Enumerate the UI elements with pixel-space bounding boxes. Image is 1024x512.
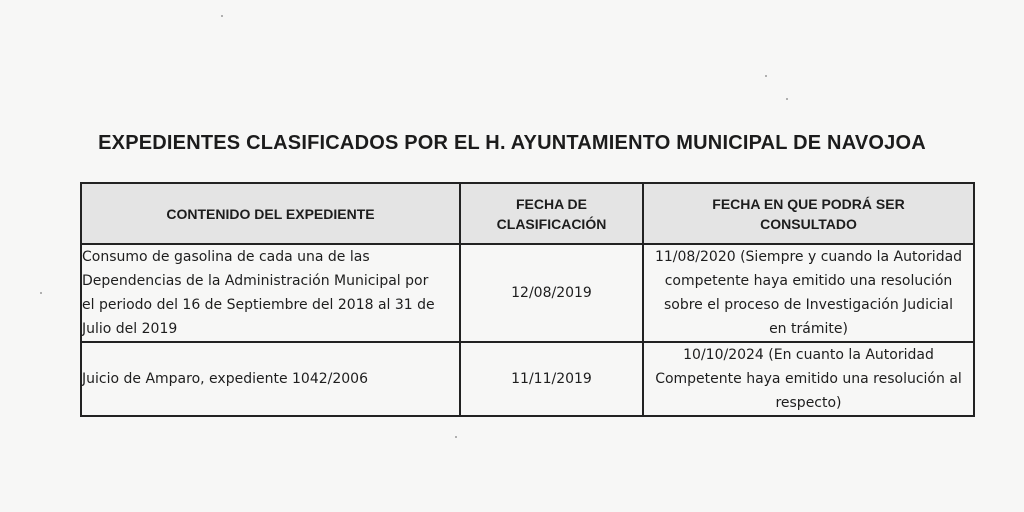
record-classification-date: 12/08/2019	[460, 244, 643, 342]
classified-records-table	[80, 182, 975, 417]
scan-speck	[40, 292, 42, 294]
record-classification-date: 11/11/2019	[460, 342, 643, 416]
header-content: CONTENIDO DEL EXPEDIENTE	[81, 183, 460, 244]
record-content: Consumo de gasolina de cada una de las Dependencias de la Administración Municipal por el periodo del 16 de Septiembre del 2018 al 31 de Julio del 2019	[81, 244, 460, 342]
scan-speck	[765, 75, 767, 77]
table-row	[81, 342, 974, 416]
record-consult-date: 10/10/2024 (En cuanto la Autoridad Competente haya emitido una resolución al respecto)	[643, 342, 974, 416]
header-classification-date: FECHA DE CLASIFICACIÓN	[460, 183, 643, 244]
scan-speck	[455, 436, 457, 438]
table-row	[81, 244, 974, 342]
page-title: EXPEDIENTES CLASIFICADOS POR EL H. AYUNTAMIENTO MUNICIPAL DE NAVOJOA	[98, 132, 926, 154]
scan-speck	[786, 98, 788, 100]
record-consult-date: 11/08/2020 (Siempre y cuando la Autoridad competente haya emitido una resolución sobre el proceso de Investigación Judicial en trámite)	[643, 244, 974, 342]
record-content: Juicio de Amparo, expediente 1042/2006	[81, 342, 460, 416]
scan-speck	[221, 15, 223, 17]
header-consult-date: FECHA EN QUE PODRÁ SER CONSULTADO	[643, 183, 974, 244]
table-header-row	[81, 183, 974, 244]
